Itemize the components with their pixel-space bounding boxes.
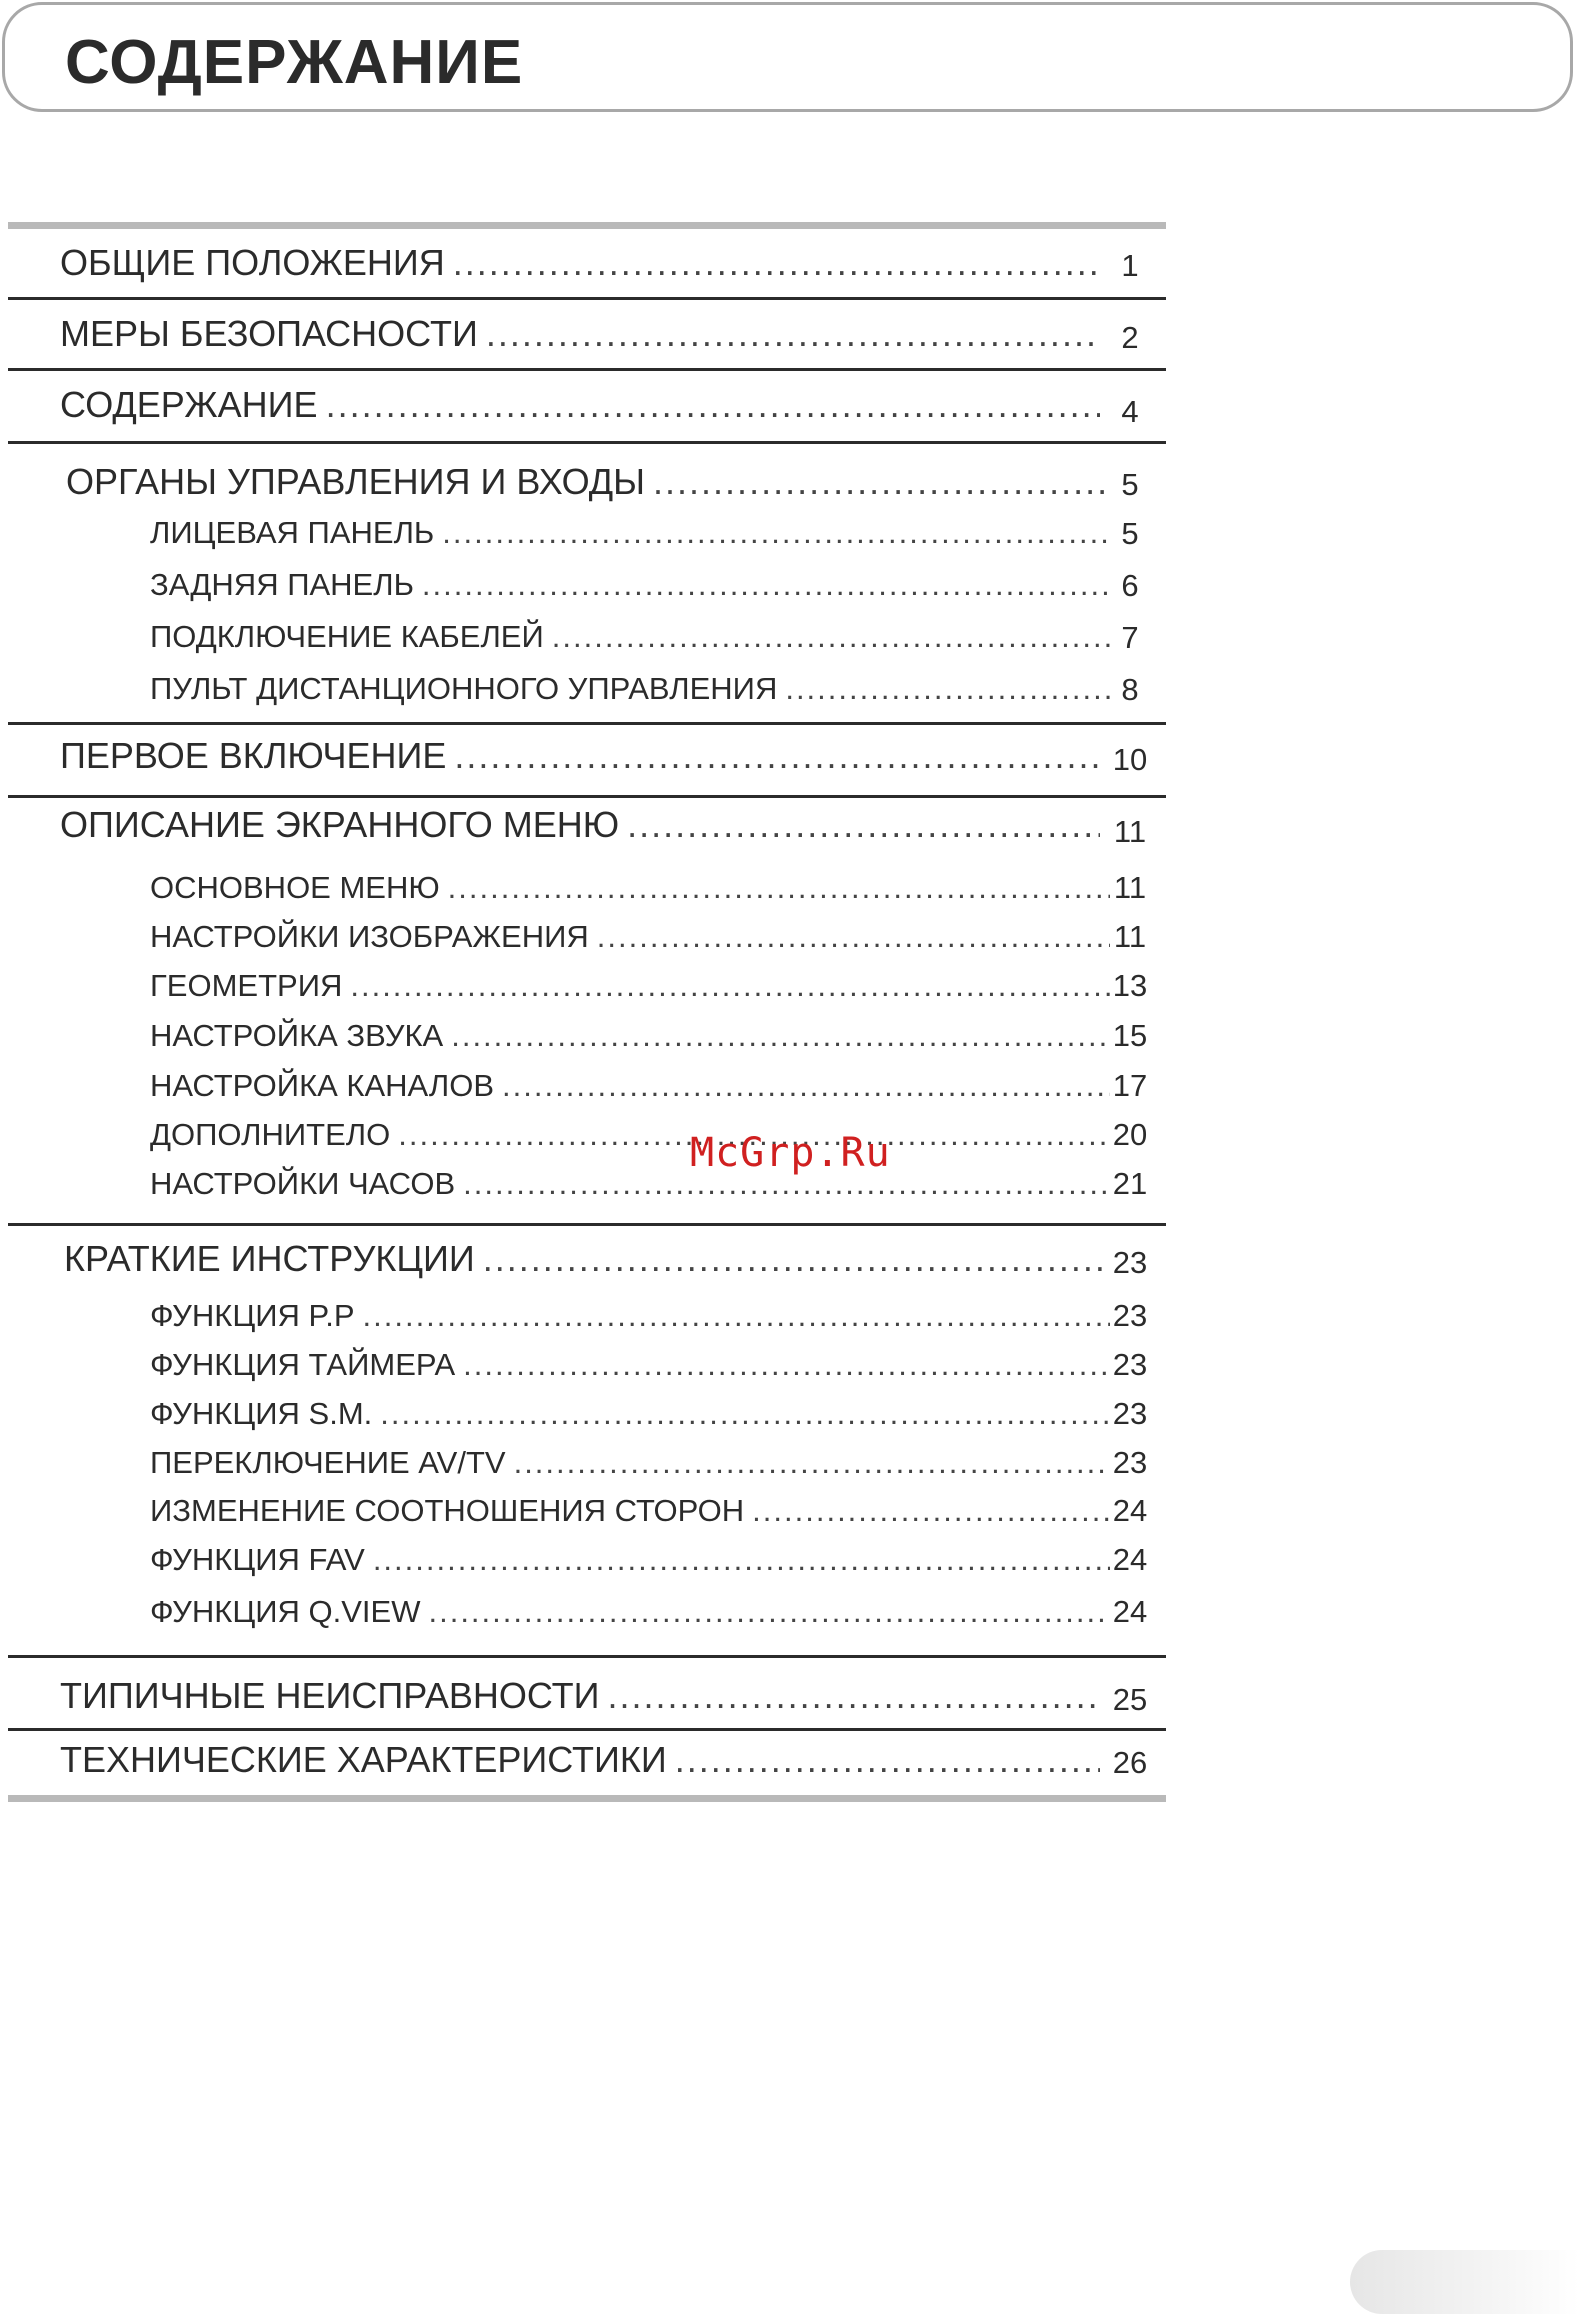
toc-page-number: 23: [1112, 1445, 1148, 1480]
toc-page-number: 5: [1121, 516, 1139, 551]
toc-page-number: 1: [1121, 248, 1139, 283]
toc-page-number: 21: [1112, 1166, 1148, 1201]
toc-divider: [8, 1655, 1166, 1658]
toc-page-number: 24: [1112, 1493, 1148, 1528]
toc-subentry-fav-function[interactable]: ФУНКЦИЯ FAV .....: [150, 1542, 1110, 1578]
toc-divider: [8, 1728, 1166, 1731]
toc-subentry-rear-panel[interactable]: ЗАДНЯЯ ПАНЕЛЬ .....: [150, 567, 1110, 603]
toc-page-number: 23: [1112, 1245, 1148, 1280]
toc-subentry-remote-control[interactable]: ПУЛЬТ ДИСТАНЦИОННОГО УПРАВЛЕНИЯ .....: [150, 671, 1110, 707]
toc-entry-general[interactable]: ОБЩИЕ ПОЛОЖЕНИЯ .....: [60, 242, 1100, 284]
toc-page-number: 23: [1112, 1396, 1148, 1431]
toc-page-number: 25: [1112, 1682, 1148, 1717]
toc-divider: [8, 1223, 1166, 1226]
toc-entry-specifications[interactable]: ТЕХНИЧЕСКИЕ ХАРАКТЕРИСТИКИ .....: [60, 1739, 1100, 1781]
toc-entry-troubleshooting[interactable]: ТИПИЧНЫЕ НЕИСПРАВНОСТИ .....: [60, 1675, 1100, 1717]
toc-subentry-picture-settings[interactable]: НАСТРОЙКИ ИЗОБРАЖЕНИЯ .....: [150, 919, 1110, 955]
toc-page-number: 2: [1121, 320, 1139, 355]
toc-entry-first-power-on[interactable]: ПЕРВОЕ ВКЛЮЧЕНИЕ .....: [60, 735, 1100, 777]
toc-page-number: 13: [1112, 968, 1148, 1003]
toc-subentry-pp-function[interactable]: ФУНКЦИЯ P.P .....: [150, 1298, 1110, 1334]
toc-subentry-additional[interactable]: ДОПОЛНИТЕЛО .....: [150, 1117, 1110, 1153]
toc-entry-controls[interactable]: ОРГАНЫ УПРАВЛЕНИЯ И ВХОДЫ .....: [66, 461, 1106, 503]
watermark: McGrp.Ru: [690, 1130, 891, 1176]
toc-entry-quick-instructions[interactable]: КРАТКИЕ ИНСТРУКЦИИ .....: [64, 1238, 1104, 1280]
toc-divider: [8, 795, 1166, 798]
toc-page-number: 11: [1113, 870, 1147, 905]
toc-subentry-clock-settings[interactable]: НАСТРОЙКИ ЧАСОВ .....: [150, 1166, 1110, 1202]
toc-subentry-geometry[interactable]: ГЕОМЕТРИЯ .....: [150, 968, 1110, 1004]
toc-subentry-main-menu[interactable]: ОСНОВНОЕ МЕНЮ .....: [150, 870, 1110, 906]
toc-top-rule: [8, 222, 1166, 229]
toc-page-number: 11: [1113, 814, 1147, 849]
toc-subentry-sm-function[interactable]: ФУНКЦИЯ S.M. .....: [150, 1396, 1110, 1432]
toc-bottom-rule: [8, 1795, 1166, 1802]
toc-divider: [8, 441, 1166, 444]
toc-entry-contents[interactable]: СОДЕРЖАНИЕ .....: [60, 384, 1100, 426]
toc-subentry-channel-settings[interactable]: НАСТРОЙКА КАНАЛОВ .....: [150, 1068, 1110, 1104]
toc-subentry-qview-function[interactable]: ФУНКЦИЯ Q.VIEW .....: [150, 1594, 1110, 1630]
toc-subentry-cable-connection[interactable]: ПОДКЛЮЧЕНИЕ КАБЕЛЕЙ .....: [150, 619, 1110, 655]
toc-page-number: 11: [1113, 919, 1147, 954]
toc-entry-osd-menu[interactable]: ОПИСАНИЕ ЭКРАННОГО МЕНЮ .....: [60, 804, 1100, 846]
page-number-tab: [1350, 2250, 1579, 2314]
toc-entry-safety[interactable]: МЕРЫ БЕЗОПАСНОСТИ .....: [60, 313, 1100, 355]
toc-page-number: 7: [1121, 620, 1139, 655]
toc-divider: [8, 368, 1166, 371]
toc-page-number: 24: [1112, 1542, 1148, 1577]
toc-subentry-front-panel[interactable]: ЛИЦЕВАЯ ПАНЕЛЬ .....: [150, 515, 1110, 551]
toc-page-number: 4: [1121, 394, 1139, 429]
toc-divider: [8, 722, 1166, 725]
toc-page-number: 26: [1112, 1745, 1148, 1780]
toc-subentry-timer-function[interactable]: ФУНКЦИЯ ТАЙМЕРА .....: [150, 1347, 1110, 1383]
toc-page-number: 23: [1112, 1298, 1148, 1333]
toc-page-number: 6: [1121, 568, 1139, 603]
toc-page-number: 20: [1112, 1117, 1148, 1152]
toc-page-number: 10: [1112, 742, 1148, 777]
toc-page-number: 15: [1112, 1018, 1148, 1053]
toc-page-number: 17: [1112, 1068, 1148, 1103]
toc-subentry-aspect-ratio[interactable]: ИЗМЕНЕНИЕ СООТНОШЕНИЯ СТОРОН .....: [150, 1493, 1110, 1529]
toc-subentry-av-tv-switch[interactable]: ПЕРЕКЛЮЧЕНИЕ AV/TV .....: [150, 1445, 1110, 1481]
page-title: СОДЕРЖАНИЕ: [65, 28, 524, 97]
toc-page-number: 8: [1121, 672, 1139, 707]
toc-divider: [8, 297, 1166, 300]
toc-subentry-sound-settings[interactable]: НАСТРОЙКА ЗВУКА .....: [150, 1018, 1110, 1054]
toc-page-number: 5: [1121, 467, 1139, 502]
toc-page-number: 24: [1112, 1594, 1148, 1629]
toc-page-number: 23: [1112, 1347, 1148, 1382]
